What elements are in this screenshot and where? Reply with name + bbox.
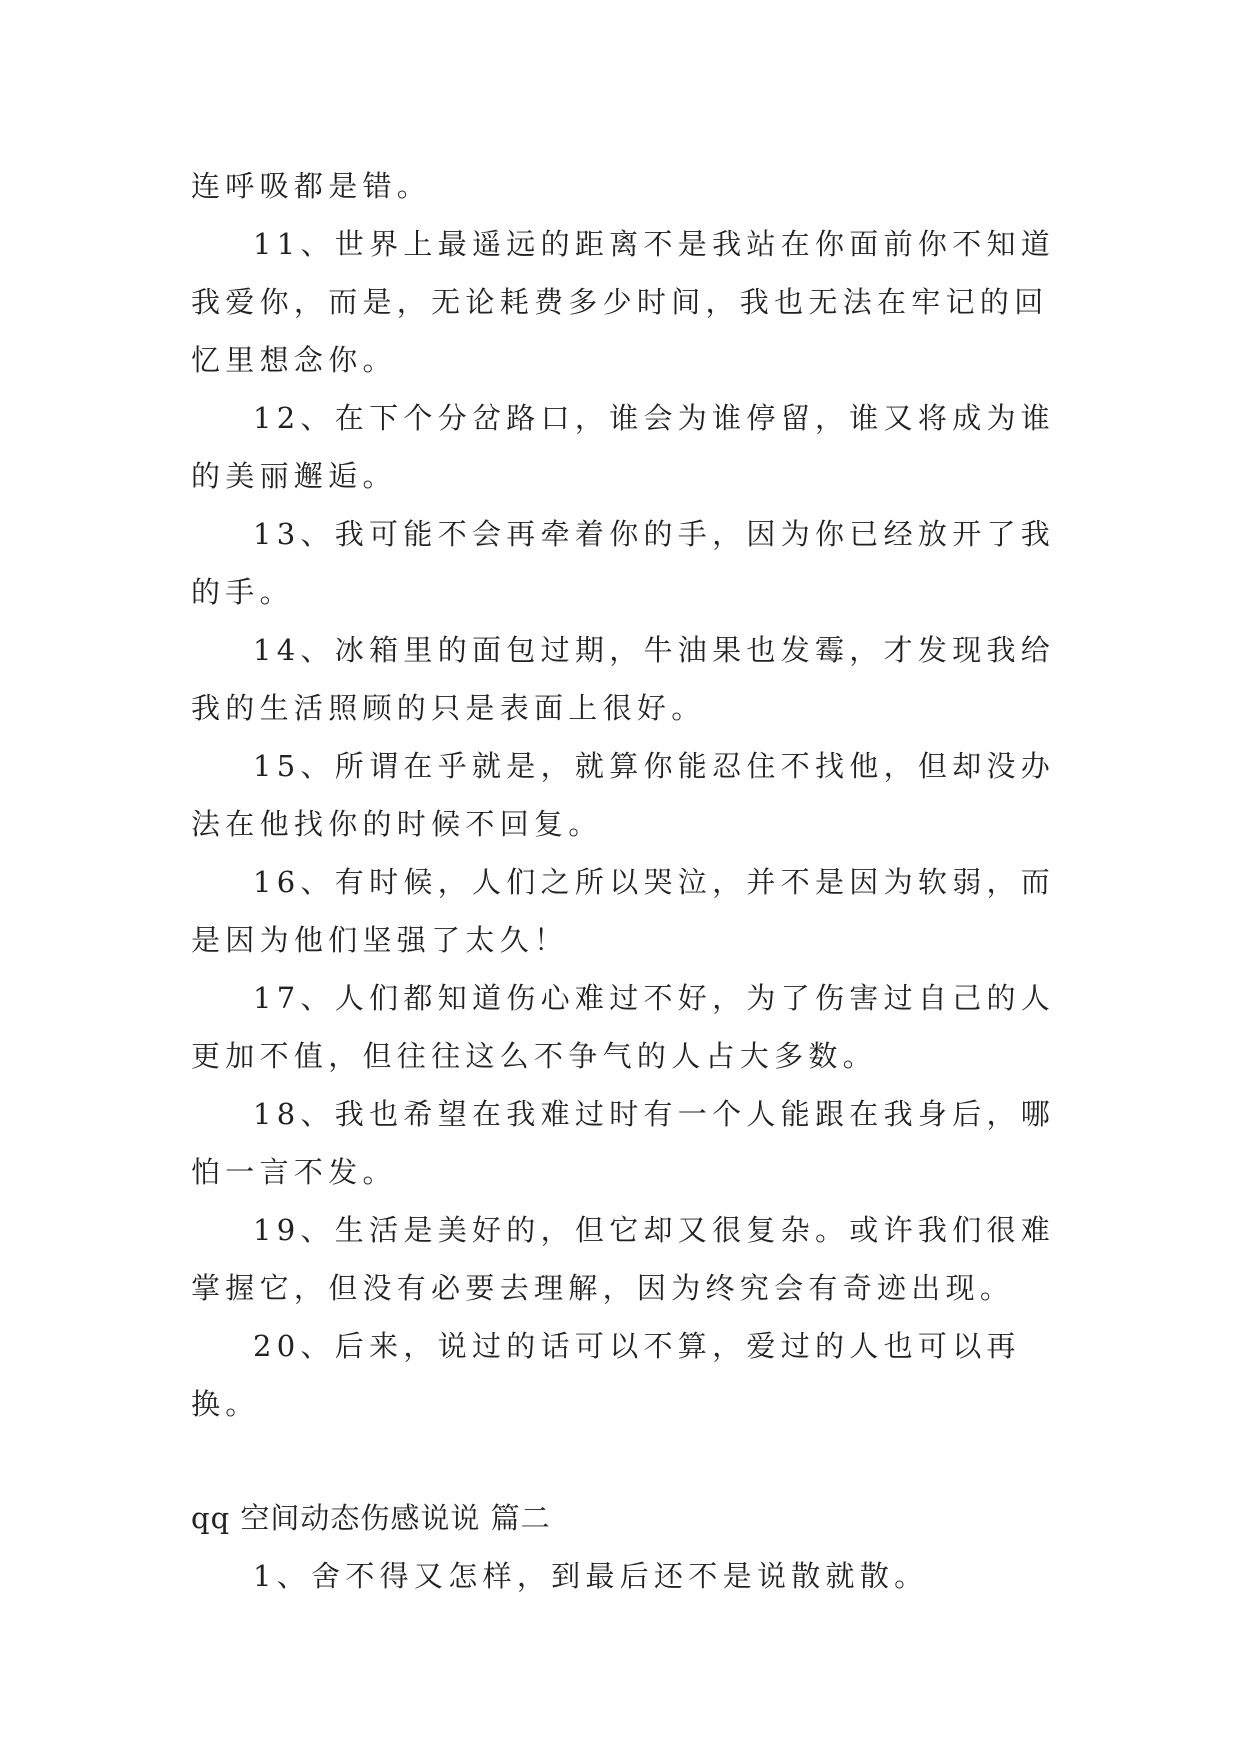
paragraph-item-19: 19、生活是美好的，但它却又很复杂。或许我们很难掌握它，但没有必要去理解，因为终究会有奇迹出现。 [191,1213,1056,1305]
document-body [191,157,1071,1605]
paragraph-item-12: 12、在下个分岔路口，谁会为谁停留，谁又将成为谁的美丽邂逅。 [191,401,1056,493]
section-title: qq 空间动态伤感说说 篇二 [191,1501,551,1535]
paragraph-item-16: 16、有时候，人们之所以哭泣，并不是因为软弱，而是因为他们坚强了太久！ [191,865,1056,957]
paragraph-item-14: 14、冰箱里的面包过期，牛油果也发霉，才发现我给我的生活照顾的只是表面上很好。 [191,633,1056,725]
paragraph-item-13: 13、我可能不会再牵着你的手，因为你已经放开了我的手。 [191,517,1056,609]
paragraph-item-18: 18、我也希望在我难过时有一个人能跟在我身后，哪怕一言不发。 [191,1097,1056,1189]
paragraph-item-20: 20、后来，说过的话可以不算，爱过的人也可以再换。 [191,1329,1021,1421]
paragraph-item-11: 11、世界上最遥远的距离不是我站在你面前你不知道我爱你，而是，无论耗费多少时间，我也无法在牢记的回忆里想念你。 [191,227,1056,377]
paragraph-item-17: 17、人们都知道伤心难过不好，为了伤害过自己的人更加不值，但往往这么不争气的人占大多数。 [191,981,1056,1073]
paragraph-item-15: 15、所谓在乎就是，就算你能忍住不找他，但却没办法在他找你的时候不回复。 [191,749,1056,841]
section2-item-1: 1、舍不得又怎样，到最后还不是说散就散。 [253,1559,929,1593]
paragraph-continuation: 连呼吸都是错。 [191,169,432,203]
